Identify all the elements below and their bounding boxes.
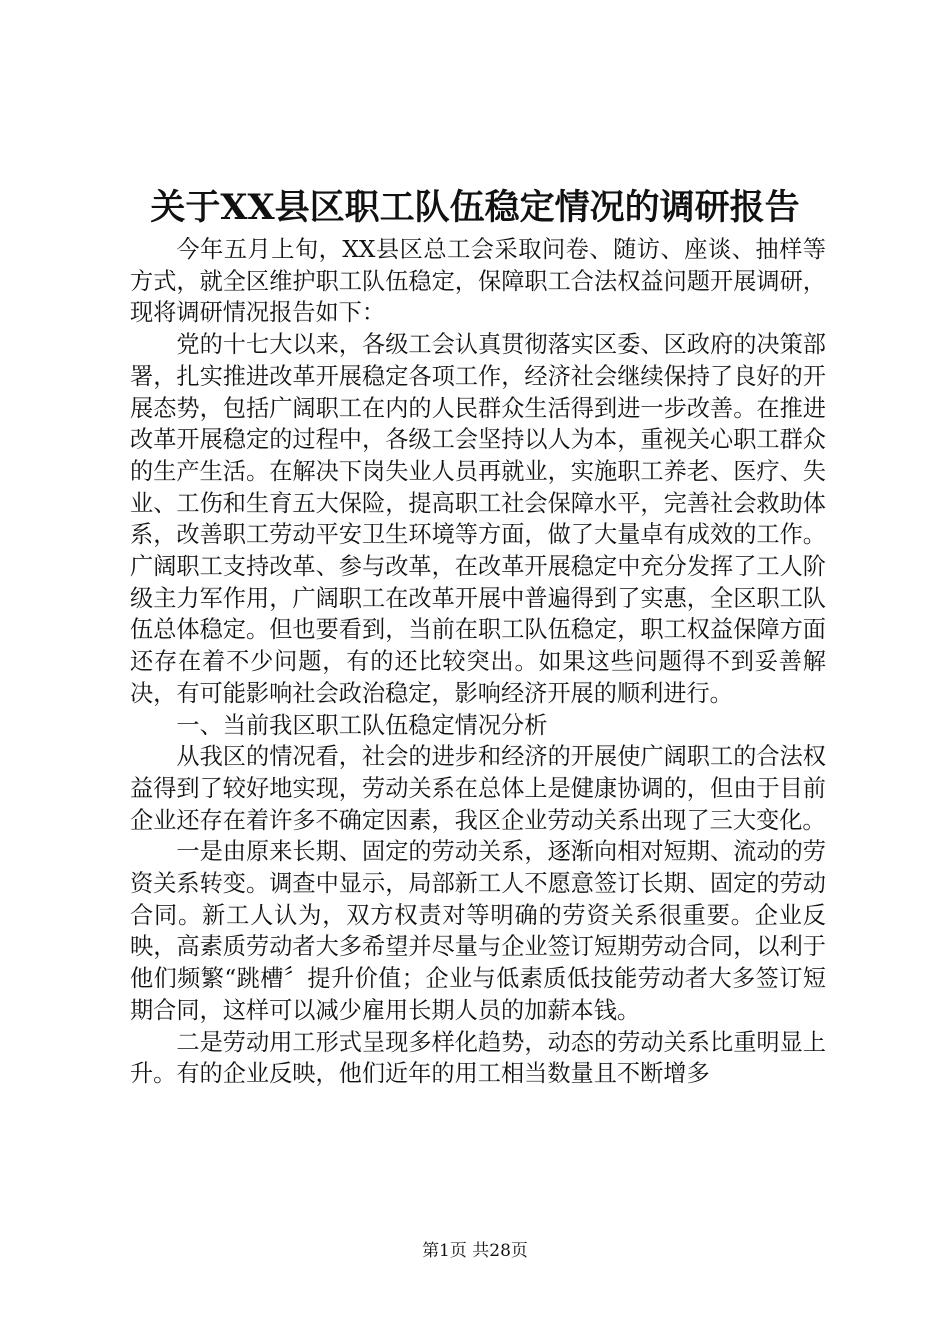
paragraph-analysis: 从我区的情况看，社会的进步和经济的开展使广阔职工的合法权益得到了较好地实现，劳动关系在总体上是健康协调的，但由于目前企业还存在着许多不确定因素，我区企业劳动关系出现了三大变化。	[130, 743, 826, 834]
paragraph-change-1: 一是由原来长期、固定的劳动关系，逐渐向相对短期、流动的劳资关系转变。调查中显示，局部新工人不愿意签订长期、固定的劳动合同。新工人认为，双方权责对等明确的劳资关系很重要。企业反映，高素质劳动者大多希望并尽量与企业签订短期劳动合同，以利于他们频繁“跳槽〞提升价值；企业与低素质低技能劳动者大多签订短期合同，这样可以减少雇用长期人员的加薪本钱。	[130, 838, 826, 1024]
paragraph-intro: 今年五月上旬，XX县区总工会采取问卷、随访、座谈、抽样等方式，就全区维护职工队伍稳定，保障职工合法权益问题开展调研，现将调研情况报告如下：	[130, 236, 826, 327]
document-title: 关于XX县区职工队伍稳定情况的调研报告	[150, 187, 800, 228]
section-heading-1: 一、当前我区职工队伍稳定情况分析	[176, 711, 548, 739]
paragraph-change-2: 二是劳动用工形式呈现多样化趋势，动态的劳动关系比重明显上升。有的企业反映，他们近年的用工相当数量且不断增多	[130, 1028, 826, 1088]
document-body	[130, 234, 826, 1090]
paragraph-overview: 党的十七大以来，各级工会认真贯彻落实区委、区政府的决策部署，扎实推进改革开展稳定各项工作，经济社会继续保持了良好的开展态势，包括广阔职工在内的人民群众生活得到进一步改善。在推进改革开展稳定的过程中，各级工会坚持以人为本，重视关心职工群众的生产生活。在解决下岗失业人员再就业，实施职工养老、医疗、失业、工伤和生育五大保险，提高职工社会保障水平，完善社会救助体系，改善职工劳动平安卫生环境等方面，做了大量卓有成效的工作。广阔职工支持改革、参与改革，在改革开展稳定中充分发挥了工人阶级主力军作用，广阔职工在改革开展中普遍得到了实惠，全区职工队伍总体稳定。但也要看到，当前在职工队伍稳定，职工权益保障方面还存在着不少问题，有的还比较突出。如果这些问题得不到妥善解决，有可能影响社会政治稳定，影响经济开展的顺利进行。	[130, 331, 826, 707]
page-footer: 第1页 共28页	[422, 1241, 528, 1261]
